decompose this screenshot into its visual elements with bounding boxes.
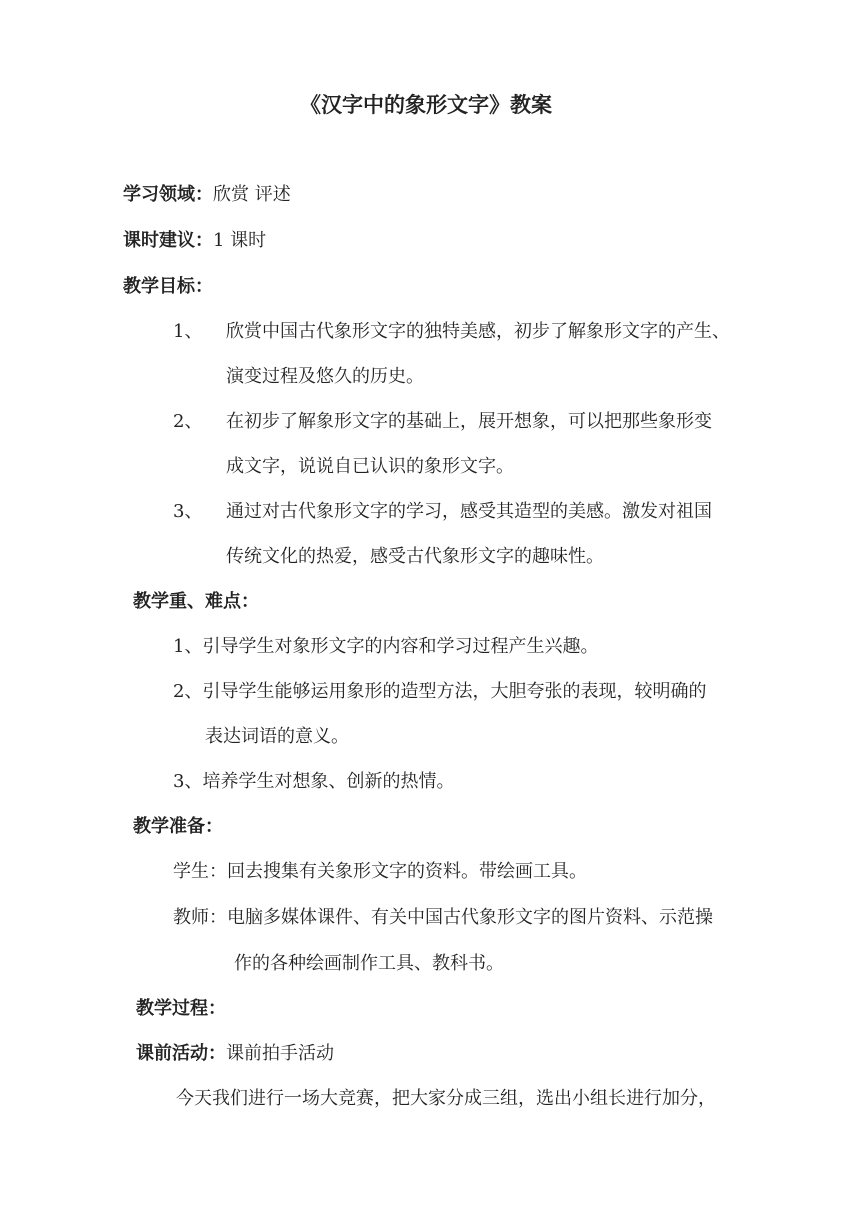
field-value: 欣赏 评述 — [213, 184, 291, 205]
goal-text-line2: 传统文化的热爱，感受古代象形文字的趣味性。 — [226, 546, 604, 567]
goal-text-line1: 欣赏中国古代象形文字的独特美感，初步了解象形文字的产生、 — [226, 321, 730, 342]
prep-student: 学生：回去搜集有关象形文字的资料。带绘画工具。 — [173, 861, 587, 882]
keypoints-heading: 教学重、难点： — [133, 591, 259, 612]
pre-activity-label: 课前活动： — [136, 1043, 226, 1064]
goal-text-line1: 在初步了解象形文字的基础上，展开想象，可以把那些象形变 — [226, 411, 712, 432]
prep-teacher-line2: 作的各种绘画制作工具、教科书。 — [234, 953, 504, 974]
prep-teacher-line1: 教师：电脑多媒体课件、有关中国古代象形文字的图片资料、示范操 — [173, 907, 713, 928]
goal-number: 1、 — [173, 321, 203, 342]
goal-number: 3、 — [173, 501, 203, 522]
keypoint-item: 2、引导学生能够运用象形的造型方法，大胆夸张的表现，较明确的 — [173, 681, 707, 702]
goal-number: 2、 — [173, 411, 203, 432]
keypoint-item-continued: 表达词语的意义。 — [205, 726, 349, 747]
field-row — [123, 183, 291, 207]
hours-label: 课时建议： — [123, 230, 213, 251]
goals-heading: 教学目标： — [123, 276, 213, 297]
keypoint-item: 3、培养学生对想象、创新的热情。 — [173, 771, 455, 792]
process-paragraph: 今天我们进行一场大竞赛，把大家分成三组，选出小组长进行加分， — [176, 1088, 716, 1109]
process-heading: 教学过程： — [136, 998, 226, 1019]
prep-heading: 教学准备： — [133, 816, 223, 837]
goal-text-line2: 成文字，说说自已认识的象形文字。 — [226, 456, 514, 477]
goal-text-line2: 演变过程及悠久的历史。 — [226, 366, 424, 387]
pre-activity-value: 课前拍手活动 — [226, 1043, 334, 1064]
goal-text-line1: 通过对古代象形文字的学习，感受其造型的美感。激发对祖国 — [226, 501, 712, 522]
field-label: 学习领域： — [123, 184, 213, 205]
hours-row — [123, 229, 266, 253]
hours-value: 1 课时 — [213, 230, 267, 251]
keypoint-item: 1、引导学生对象形文字的内容和学习过程产生兴趣。 — [173, 636, 599, 657]
page-title: 《汉字中的象形文字》教案 — [300, 92, 552, 117]
pre-activity-row — [136, 1042, 334, 1066]
